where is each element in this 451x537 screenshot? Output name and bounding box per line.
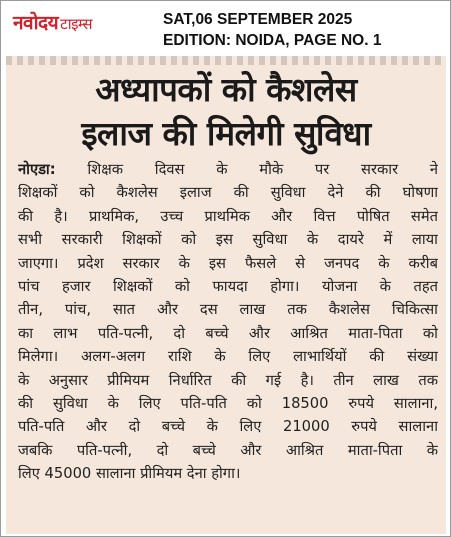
edition-info bbox=[163, 9, 381, 51]
article-line: की सुविधा के लिए पति-पति को 18500 रुपये सालाना, bbox=[18, 395, 438, 413]
publication-date: SAT,06 SEPTEMBER 2025 bbox=[163, 11, 353, 28]
article-line: जबकि पति-पत्नी, दो बच्चे और आश्रित माता-पिता के bbox=[18, 441, 438, 459]
news-clipping bbox=[6, 56, 446, 534]
article-line: शिक्षकों को कैशलेस इलाज की सुविधा देने की घोषणा bbox=[18, 184, 438, 202]
article-line-text: शिक्षक दिवस के मौके पर सरकार ने bbox=[87, 161, 438, 178]
masthead bbox=[1, 1, 450, 53]
article-line: का लाभ पति-पत्नी, दो बच्चे और आश्रित माता-पिता को bbox=[18, 324, 438, 342]
clipping-cut-edge bbox=[6, 56, 446, 65]
edition-page: EDITION: NOIDA, PAGE NO. 1 bbox=[163, 32, 382, 49]
article-line: पांच हजार शिक्षकों को फायदा होगा। योजना के तहत bbox=[18, 278, 438, 296]
article-line: के अनुसार प्रीमियम निर्धारित की गई है। तीन लाख तक bbox=[18, 371, 438, 389]
logo-part1: नवोदय bbox=[13, 12, 59, 34]
article-line: लिए 45000 सालाना प्रीमियम देना होगा। bbox=[18, 465, 241, 483]
article-line: जाएगा। प्रदेश सरकार के इस फैसले से जनपद के करीब bbox=[18, 254, 438, 272]
article-body bbox=[18, 158, 438, 486]
dateline: नोएडा: bbox=[18, 161, 56, 178]
headline-line-2: इलाज की मिलेगी सुविधा bbox=[81, 114, 371, 153]
headline-line-1: अध्यापकों को कैशलेस bbox=[95, 70, 357, 109]
article-line: मिलेगा। अलग-अलग राशि के लिए लाभार्थियों की संख्या bbox=[18, 348, 438, 366]
article-line: सभी सरकारी शिक्षकों को इस सुविधा के दायरे में लाया bbox=[18, 231, 438, 249]
headline bbox=[6, 68, 446, 156]
article-line: की है। प्राथमिक, उच्च प्राथमिक और वित्त पोषित समेत bbox=[18, 207, 438, 225]
article-line: तीन, पांच, सात और दस लाख तक कैशलेस चिकित्सा bbox=[18, 301, 438, 319]
article-line: पति-पति और दो बच्चे के लिए 21000 रुपये सालाना bbox=[18, 418, 438, 436]
newspaper-logo bbox=[13, 9, 92, 35]
logo-part2: टाइम्स bbox=[60, 15, 92, 33]
article-line bbox=[18, 158, 438, 181]
